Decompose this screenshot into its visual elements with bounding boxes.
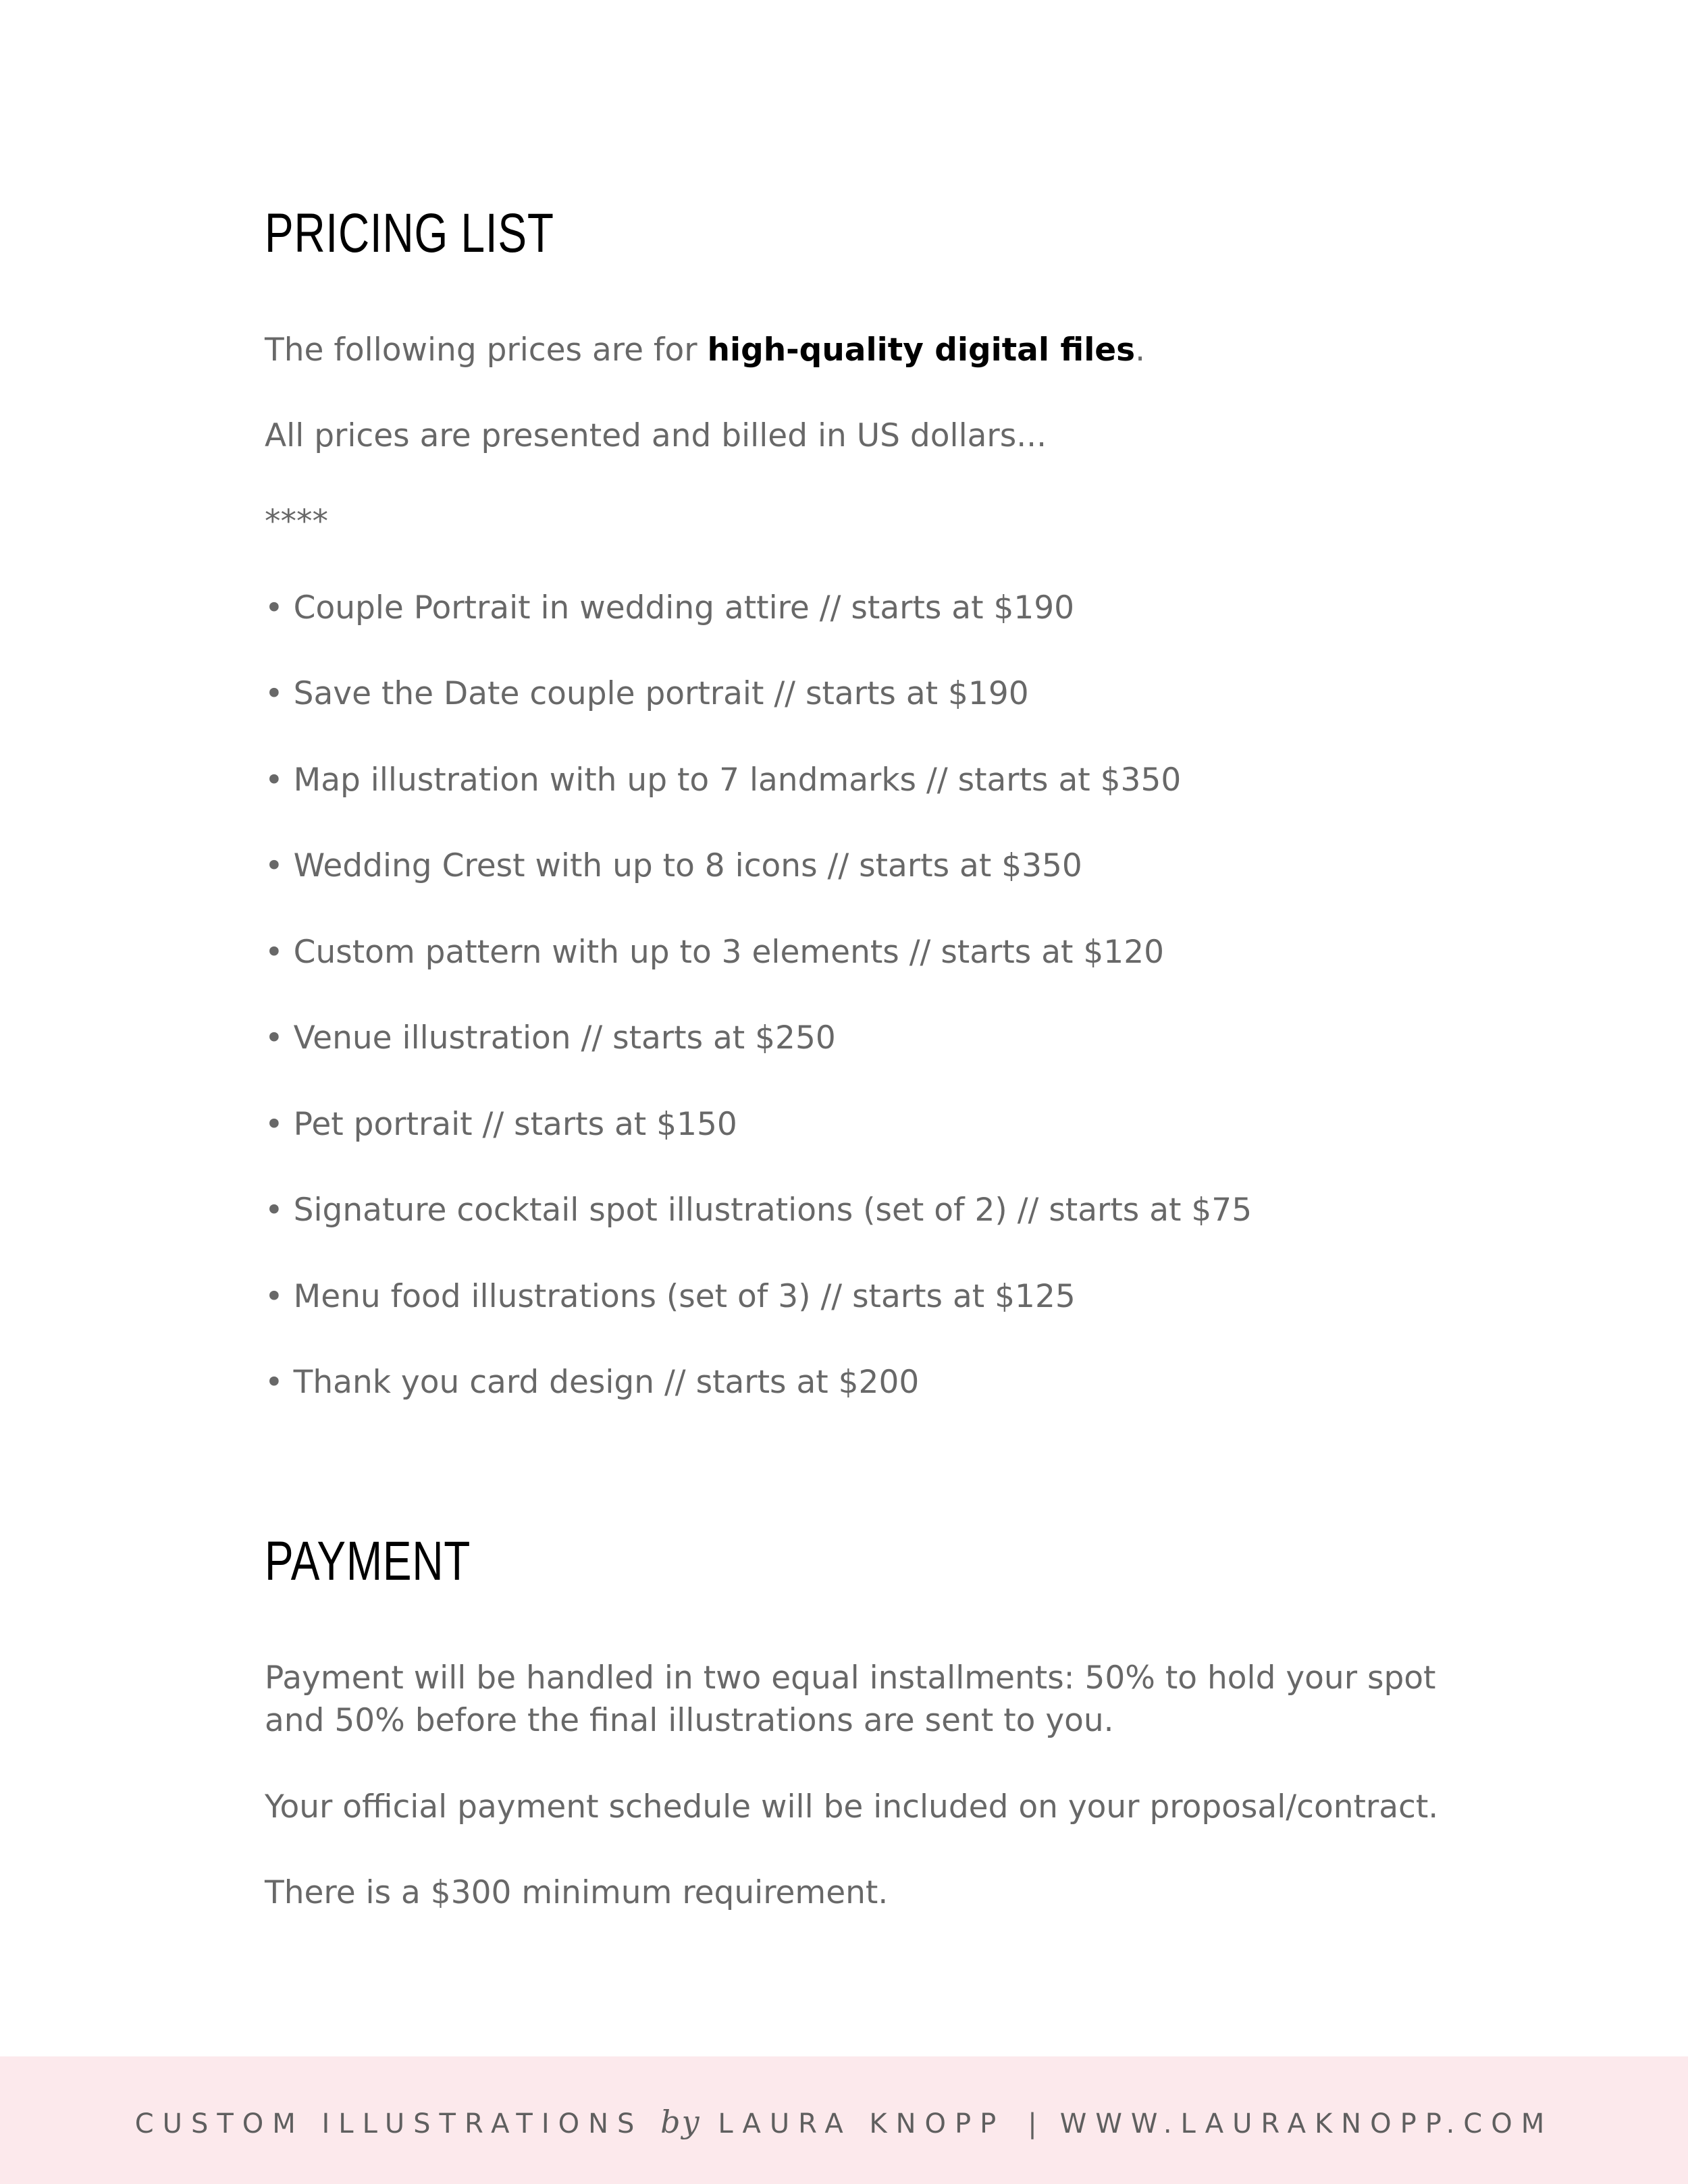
- price-item: • Pet portrait // starts at $150: [265, 1106, 737, 1143]
- footer-name: LAURA KNOPP: [718, 2108, 1005, 2139]
- price-item: • Signature cocktail spot illustrations (set of 2) // starts at $75: [265, 1192, 1252, 1229]
- price-item: • Thank you card design // starts at $200: [265, 1364, 920, 1401]
- divider-stars: ****: [265, 503, 328, 540]
- pricing-title: PRICING LIST: [265, 203, 554, 264]
- currency-note: All prices are presented and billed in US dollars...: [265, 417, 1047, 454]
- footer-separator: |: [1028, 2108, 1037, 2139]
- intro-suffix: .: [1135, 331, 1146, 369]
- price-item: • Save the Date couple portrait // starts at $190: [265, 675, 1029, 712]
- footer-text: [0, 2104, 1688, 2140]
- pricing-intro: [265, 329, 1145, 372]
- price-item: • Couple Portrait in wedding attire // starts at $190: [265, 589, 1075, 627]
- payment-minimum: There is a $300 minimum requirement.: [265, 1874, 889, 1911]
- intro-prefix: The following prices are for: [265, 331, 708, 369]
- footer-band: [0, 2056, 1688, 2184]
- price-item: • Menu food illustrations (set of 3) // starts at $125: [265, 1278, 1076, 1315]
- payment-title: PAYMENT: [265, 1530, 471, 1592]
- footer-by: by: [660, 2104, 701, 2140]
- payment-schedule: Your official payment schedule will be included on your proposal/contract.: [265, 1788, 1439, 1826]
- footer-brand: CUSTOM ILLUSTRATIONS: [134, 2108, 643, 2139]
- payment-installments-line1: Payment will be handled in two equal installments: 50% to hold your spot: [265, 1659, 1436, 1697]
- price-item: • Venue illustration // starts at $250: [265, 1019, 836, 1057]
- footer-website[interactable]: WWW.LAURAKNOPP.COM: [1059, 2108, 1554, 2139]
- intro-bold: high-quality digital files: [707, 331, 1136, 369]
- payment-installments-line2: and 50% before the final illustrations are sent to you.: [265, 1702, 1114, 1739]
- price-item: • Wedding Crest with up to 8 icons // starts at $350: [265, 847, 1082, 884]
- price-item: • Map illustration with up to 7 landmarks // starts at $350: [265, 762, 1182, 799]
- price-item: • Custom pattern with up to 3 elements // starts at $120: [265, 934, 1164, 971]
